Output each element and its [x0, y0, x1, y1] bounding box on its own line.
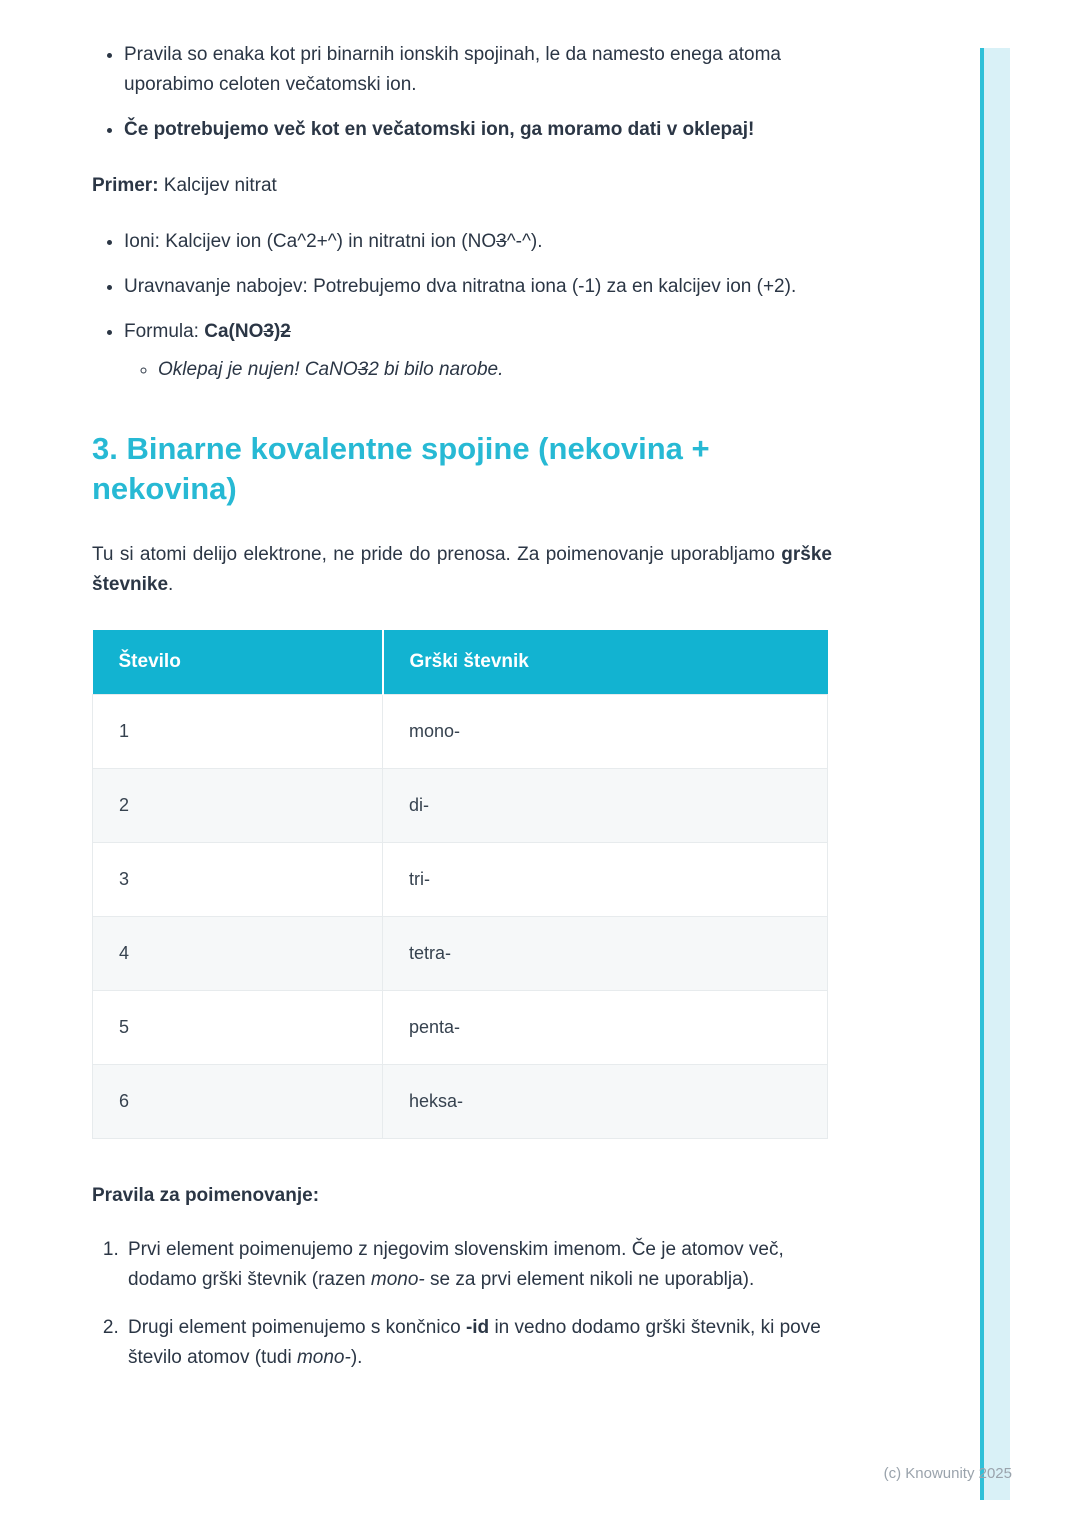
table-row [93, 842, 828, 916]
list-item [124, 115, 832, 145]
list-item [124, 272, 832, 302]
table-row [93, 694, 828, 768]
rule-text: Drugi element poimenujemo s končnico [128, 1316, 466, 1338]
bullet-text-bold: Če potrebujemo več kot en večatomski ion, ga moramo dati v oklepaj! [124, 119, 755, 141]
section-intro-paragraph [92, 540, 832, 600]
list-item [158, 355, 832, 385]
rule-text: Prvi element poimenujemo z njegovim slovenskim imenom. Če je atomov več, dodamo grški števnik (razen [128, 1238, 784, 1290]
cell-number: 4 [93, 916, 383, 990]
cell-prefix: di- [383, 768, 828, 842]
ioni-strike-digit: 3 [496, 231, 507, 253]
rule-text-end: ). [350, 1346, 363, 1368]
ioni-text: Ioni: Kalcijev ion (Ca^2+^) in nitratni ion (NO [124, 231, 497, 253]
column-header-greek-numeral: Grški števnik [383, 630, 828, 695]
formula-label: Formula: [124, 321, 205, 343]
rule-text-mid: in vedno dodamo grški števnik, ki pove število atomov (tudi [128, 1316, 821, 1368]
list-item [124, 317, 832, 385]
example-intro-line [92, 171, 832, 201]
paragraph-text: Tu si atomi delijo elektrone, ne pride do prenosa. Za poimenovanje uporabljamo [92, 543, 782, 565]
note-text: Oklepaj je nujen! CaNO [158, 359, 358, 381]
ioni-text-end: ^-^). [506, 231, 543, 253]
paragraph-bold-text: grške števnike [92, 543, 832, 595]
cell-number: 2 [93, 768, 383, 842]
intro-bullet-list [92, 40, 832, 145]
cell-number: 3 [93, 842, 383, 916]
table-row [93, 768, 828, 842]
cell-number: 5 [93, 990, 383, 1064]
cell-prefix: penta- [383, 990, 828, 1064]
column-header-number: Število [93, 630, 383, 695]
table-header [93, 630, 828, 695]
formula-text: Ca(NO [204, 321, 264, 343]
table-row [93, 1064, 828, 1138]
cell-number: 6 [93, 1064, 383, 1138]
table-header-row [93, 630, 828, 695]
rule-italic-text: mono- [296, 1346, 351, 1368]
table-row [93, 990, 828, 1064]
formula-note-sublist [124, 355, 832, 385]
table-body [93, 694, 828, 1138]
decorative-side-band [980, 48, 1010, 1500]
note-strike-digit: 3 [357, 359, 369, 381]
cell-prefix: tri- [383, 842, 828, 916]
naming-rules-list [92, 1235, 832, 1373]
formula-strike-digit-2: 2 [280, 321, 291, 343]
list-item [124, 1313, 832, 1373]
rule-text-end: se za prvi element nikoli ne uporablja). [424, 1268, 755, 1290]
cell-prefix: mono- [383, 694, 828, 768]
note-text-end: 2 bi bilo narobe. [368, 359, 504, 381]
rules-title: Pravila za poimenovanje: [92, 1184, 320, 1206]
cell-prefix: heksa- [383, 1064, 828, 1138]
example-bullet-list [92, 227, 832, 385]
primer-text: Kalcijev nitrat [158, 175, 277, 197]
section-heading: 3. Binarne kovalentne spojine (nekovina + nekovina) [92, 431, 710, 507]
bullet-text: Pravila so enaka kot pri binarnih ionskih spojinah, le da namesto enega atoma uporabimo celoten večatomski ion. [124, 44, 781, 96]
paragraph-text-end: . [168, 573, 174, 595]
list-item [124, 227, 832, 257]
formula-strike-digit: 3 [263, 321, 274, 343]
footer-credit: (c) Knowunity 2025 [883, 1465, 1012, 1482]
formula-paren: ) [273, 321, 281, 343]
page-content [92, 40, 832, 1391]
list-item [124, 40, 832, 100]
primer-label: Primer: [92, 175, 159, 197]
rule-bold-suffix: -id [465, 1316, 490, 1338]
rule-italic-text: mono- [370, 1268, 425, 1290]
cell-prefix: tetra- [383, 916, 828, 990]
table-row [93, 916, 828, 990]
cell-number: 1 [93, 694, 383, 768]
list-item [124, 1235, 832, 1295]
charge-balance-text: Uravnavanje nabojev: Potrebujemo dva nitratna iona (-1) za en kalcijev ion (+2). [124, 276, 797, 298]
greek-numerals-table [92, 630, 828, 1139]
